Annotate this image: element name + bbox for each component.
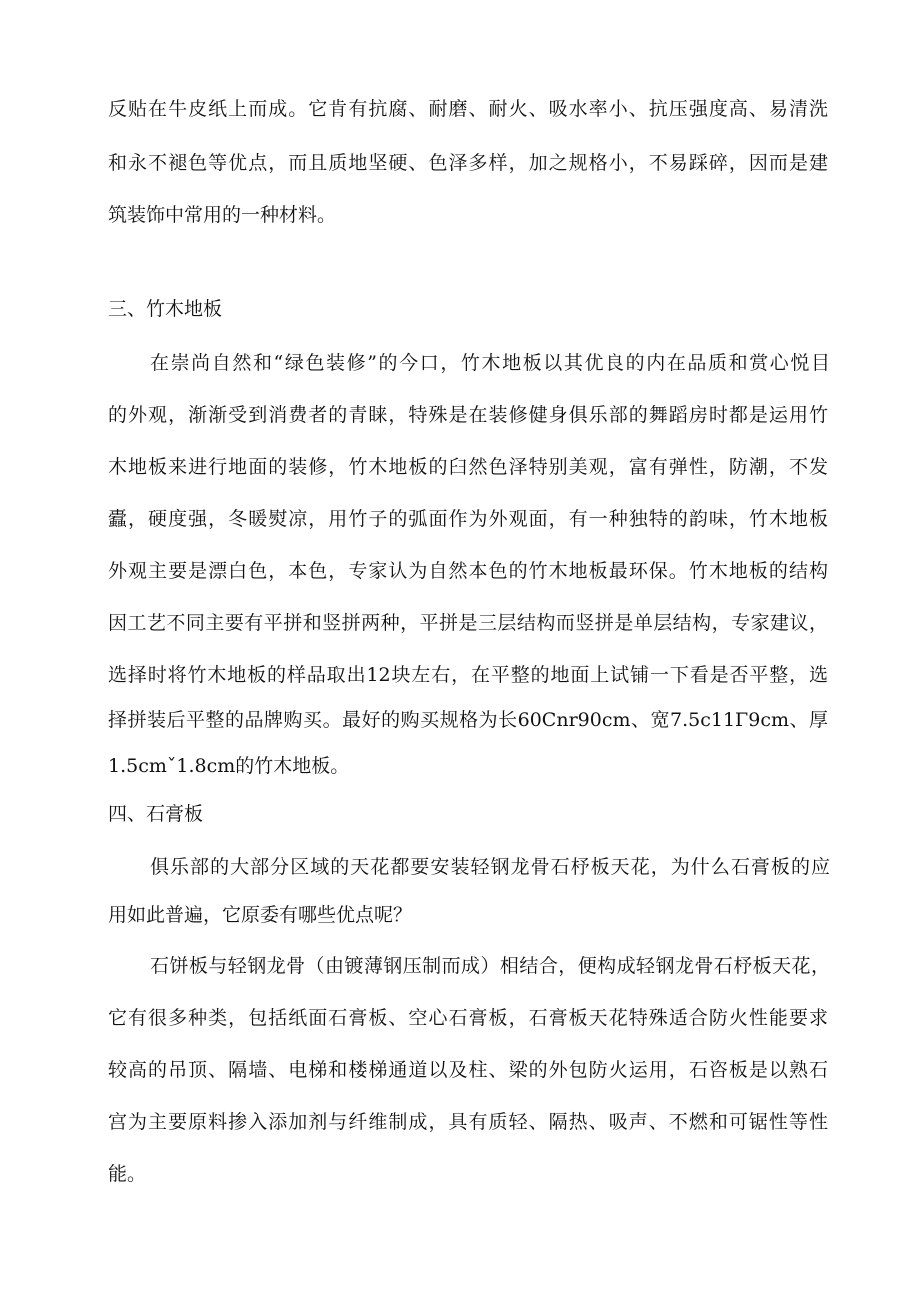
paragraph-line: 俱乐部的大部分区域的天花都要安装轻钢龙骨石杼板天花，为什么石膏板的应	[150, 856, 830, 878]
paragraph-line: 石饼板与轻钢龙骨（由镀薄钢压制而成）相结合，便构成轻钢龙骨石杼板天花，	[150, 955, 830, 977]
paragraph-line: 1.5cmˇ1.8cm的竹木地板。	[108, 755, 350, 777]
paragraph-line: 木地板来进行地面的装修，竹木地板的臼然色泽特别美观，富有弹性，防潮，不发	[108, 456, 828, 478]
paragraph-line: 蠹，硬度强，冬暖熨凉，用竹子的弧面作为外观面，有一种独特的韵味，竹木地板	[108, 508, 828, 530]
paragraph-line: 的外观，渐渐受到消费者的青睐，特殊是在装修健身俱乐部的舞蹈房时都是运用竹	[108, 404, 828, 426]
paragraph-line: 外观主要是漂白色，本色，专家认为自然本色的竹木地板最环保。竹木地板的结构	[108, 560, 828, 582]
paragraph-line: 反贴在牛皮纸上而成。它肯有抗腐、耐磨、耐火、吸水率小、抗压强度高、易清洗	[108, 98, 828, 120]
paragraph-line: 和永不褪色等优点，而且质地坚硬、色泽多样，加之规格小，不易踩碎，因而是建	[108, 152, 828, 174]
paragraph-line: 选择时将竹木地板的样品取出12块左右，在平整的地面上试铺一下看是否平整，选	[108, 664, 828, 686]
paragraph-line: 宫为主要原料掺入添加剂与纤维制成，具有质轻、隔热、吸声、不燃和可锯性等性	[108, 1111, 828, 1133]
paragraph-line: 它有很多种类，包括纸面石膏板、空心石膏板，石膏板天花特殊适合防火性能要求	[108, 1007, 828, 1029]
paragraph-line: 因工艺不同主要有平拼和竖拼两种，平拼是三层结构而竖拼是单层结构，专家建议，	[108, 612, 828, 634]
paragraph-line: 较高的吊顶、隔墙、电梯和楼梯通道以及柱、梁的外包防火运用，石咨板是以熟石	[108, 1059, 828, 1081]
paragraph-line: 能。	[108, 1163, 147, 1185]
paragraph-line: 择拼装后平整的品牌购买。最好的购买规格为长60Cnr90cm、宽7.5c11Γ9cm、厚	[108, 709, 828, 731]
section-heading-gypsum-board: 四、石膏板	[108, 803, 204, 825]
paragraph-line: 用如此普遍，它原委有哪些优点呢？	[108, 904, 413, 926]
paragraph-line: 在崇尚自然和“绿色装修”的今口，竹木地板以其优良的内在品质和赏心悦目	[150, 352, 830, 374]
paragraph-line: 筑装饰中常用的一种材料。	[108, 204, 337, 226]
section-heading-bamboo-floor: 三、竹木地板	[108, 298, 223, 320]
